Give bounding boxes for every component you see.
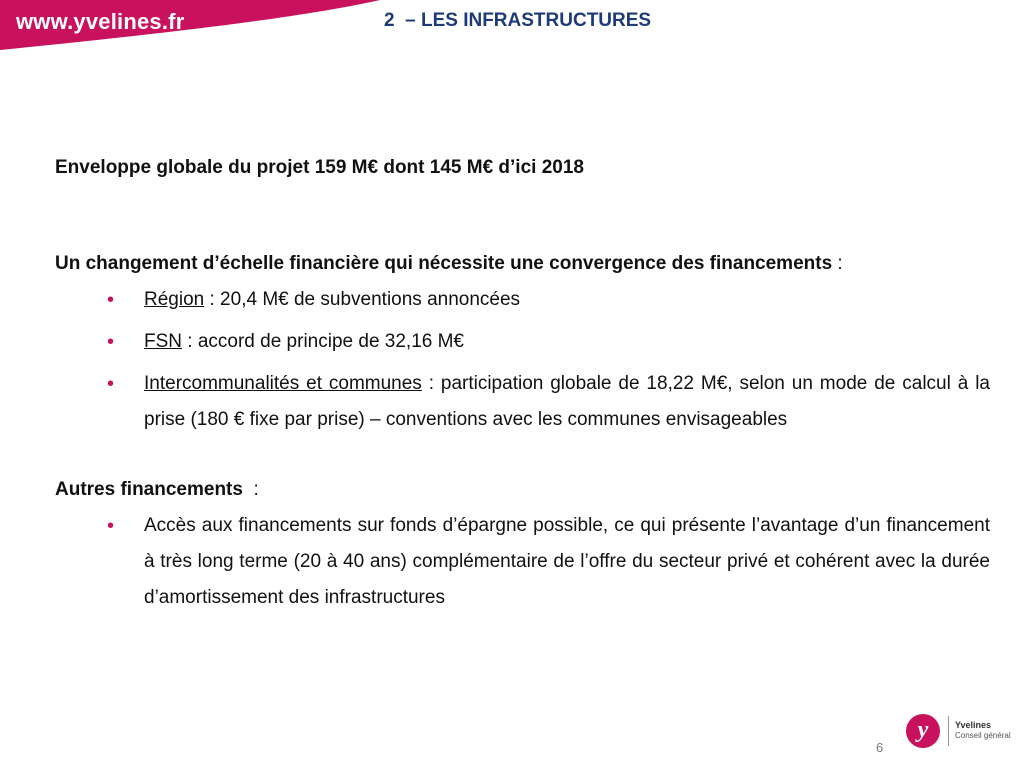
- other-bullet-list: [55, 508, 990, 616]
- bullet-text: : accord de principe de 32,16 M€: [182, 331, 465, 352]
- logo-divider: [948, 716, 949, 746]
- bullet-icon: •: [107, 331, 115, 353]
- list-item: [55, 324, 990, 360]
- other-heading-text: Autres financements: [55, 479, 243, 500]
- envelope-statement: Enveloppe globale du projet 159 M€ dont 145 M€ d’ici 2018: [55, 157, 584, 178]
- change-heading-text: Un changement d’échelle financière qui nécessite une convergence des financements: [55, 253, 833, 274]
- bullet-text: : 20,4 M€ de subventions annoncées: [204, 289, 521, 310]
- logo-subtitle: Conseil général: [955, 731, 1011, 740]
- bullet-text: : participation globale de 18,22 M€, selon un mode de calcul à la prise (180 € fixe par prise) – conventions avec les communes envisageables: [144, 373, 990, 430]
- bullet-text: Accès aux financements sur fonds d’épargne possible, ce qui présente l’avantage d’un financement à très long terme (20 à 40 ans) complémentaire de l’offre du secteur privé et cohérent avec la durée d’amortissement des infrastructures: [144, 515, 990, 608]
- page-number: 6: [876, 740, 884, 755]
- list-item: [55, 282, 990, 318]
- logo-name: Yvelines: [955, 720, 992, 730]
- site-banner: [0, 0, 380, 58]
- bullet-term: Région: [144, 289, 205, 310]
- bullet-icon: •: [107, 289, 115, 311]
- bullet-icon: •: [107, 373, 115, 395]
- bullet-term: FSN: [144, 331, 182, 352]
- slide-title: 2 – LES INFRASTRUCTURES: [384, 10, 652, 31]
- change-bullet-list: [55, 282, 990, 438]
- other-heading-colon: :: [242, 479, 259, 500]
- change-heading-colon: :: [832, 253, 843, 274]
- list-item: [55, 508, 990, 616]
- other-heading: [55, 472, 990, 508]
- site-url[interactable]: www.yvelines.fr: [16, 9, 185, 34]
- list-item: [55, 366, 990, 438]
- bullet-icon: •: [107, 515, 115, 537]
- logo-mark-icon: y: [906, 714, 940, 748]
- change-heading: [55, 246, 990, 282]
- yvelines-logo: [906, 714, 1016, 758]
- bullet-term: Intercommunalités et communes: [144, 373, 422, 394]
- slide-body: [55, 150, 990, 622]
